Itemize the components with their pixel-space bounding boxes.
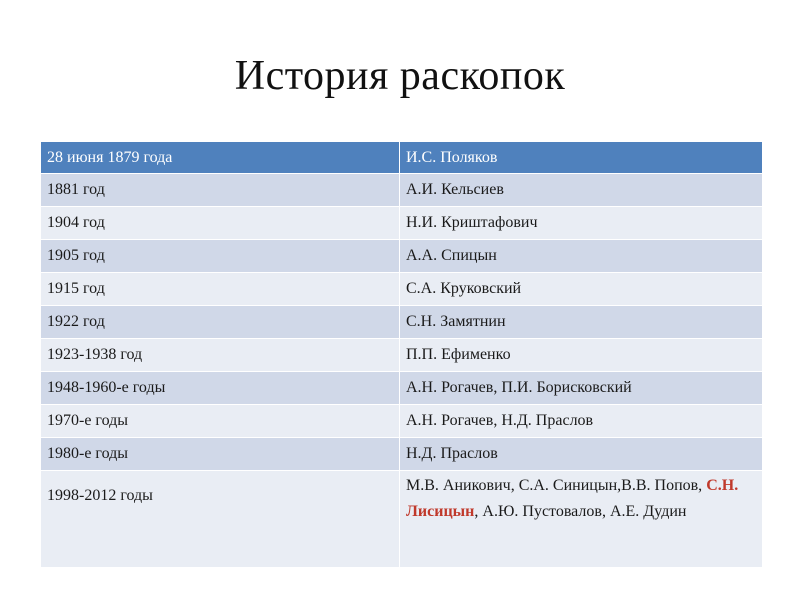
names-cell: Н.И. Криштафович: [400, 207, 762, 240]
excavation-history-table: [40, 142, 762, 567]
table-row: [41, 339, 762, 372]
names-cell: П.П. Ефименко: [400, 339, 762, 372]
table-header-row: [41, 142, 762, 174]
table-row: [41, 174, 762, 207]
names-cell: С.Н. Замятнин: [400, 306, 762, 339]
period-cell: 1970-е годы: [41, 405, 400, 438]
table-row: [41, 438, 762, 471]
period-cell: 1998-2012 годы: [41, 471, 400, 568]
names-text: М.В. Аникович, С.А. Синицын,В.В. Попов,: [406, 477, 707, 494]
table-row: [41, 306, 762, 339]
table-row: [41, 240, 762, 273]
names-cell: А.Н. Рогачев, П.И. Борисковский: [400, 372, 762, 405]
header-names-cell: И.С. Поляков: [400, 142, 762, 174]
highlighted-name: С.Н. Лисицын: [406, 477, 739, 520]
header-period-cell: 28 июня 1879 года: [41, 142, 400, 174]
period-cell: 1905 год: [41, 240, 400, 273]
table-row: [41, 207, 762, 240]
table-row: [41, 372, 762, 405]
table-row: [41, 405, 762, 438]
slide-title: История раскопок: [234, 53, 566, 99]
period-cell: 1881 год: [41, 174, 400, 207]
names-cell: А.Н. Рогачев, Н.Д. Праслов: [400, 405, 762, 438]
period-cell: 1980-е годы: [41, 438, 400, 471]
table-row: [41, 273, 762, 306]
names-text-tail: , А.Ю. Пустовалов, А.Е. Дудин: [474, 503, 687, 520]
period-cell: 1904 год: [41, 207, 400, 240]
names-cell: [400, 471, 762, 568]
period-cell: 1915 год: [41, 273, 400, 306]
names-cell: С.А. Круковский: [400, 273, 762, 306]
names-cell: А.И. Кельсиев: [400, 174, 762, 207]
period-cell: 1948-1960-е годы: [41, 372, 400, 405]
period-cell: 1923-1938 год: [41, 339, 400, 372]
names-cell: А.А. Спицын: [400, 240, 762, 273]
names-cell: Н.Д. Праслов: [400, 438, 762, 471]
period-cell: 1922 год: [41, 306, 400, 339]
table-row-last: [41, 471, 762, 568]
